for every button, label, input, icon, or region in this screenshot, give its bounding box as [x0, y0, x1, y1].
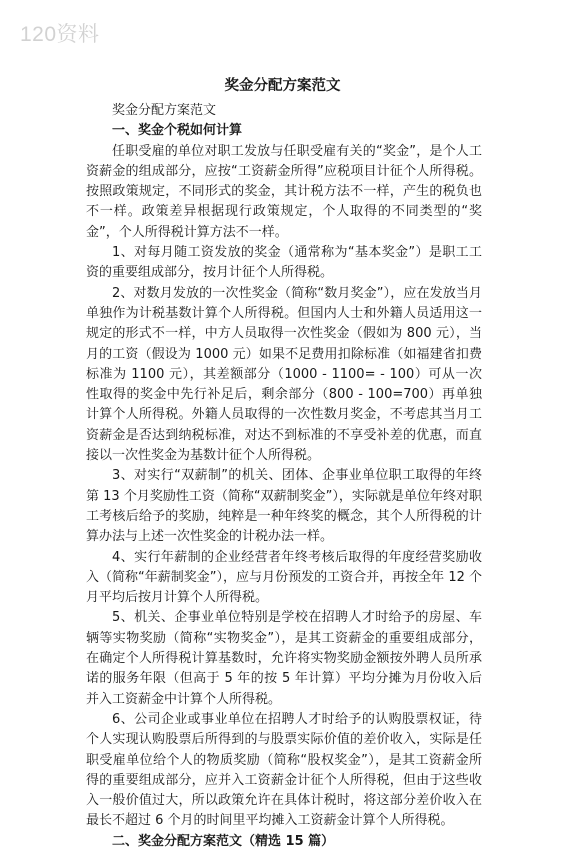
- paragraph: 任职受雇的单位对职工发放与任职受雇有关的“奖金”，是个人工资薪金的组成部分，应按“工资薪金所得”应税项目计征个人所得税。按照政策规定，不同形式的奖金，其计税方法不一样，产生的税负也不一样。政策差异根据现行政策规定，个人取得的不同类型的“奖金”，个人所得税计算方法不一样。: [86, 143, 482, 240]
- paragraph: 4、实行年薪制的企业经营者年终考核后取得的年度经营奖励收入（简称“年薪制奖金”），应与月份预发的工资合并，再按全年 12 个月平均后按月计算个人所得税。: [86, 549, 482, 606]
- watermark: 120资料: [20, 23, 100, 46]
- section-heading-1: 一、奖金个税如何计算: [112, 123, 243, 139]
- paragraph: 1、对每月随工资发放的奖金（通常称为“基本奖金”）是职工工资的重要组成部分，按月计征个人所得税。: [86, 245, 482, 281]
- document-body: [86, 101, 482, 852]
- document-subtitle: 奖金分配方案范文: [112, 103, 217, 118]
- paragraph: 5、机关、企事业单位特别是学校在招聘人才时给予的房屋、车辆等实物奖励（简称“实物奖金”），是其工资薪金的重要组成部分，在确定个人所得税计算基数时，允许将实物奖励金额按外聘人员所承诺的服务年限（但高于 5 年的按 5 年计算）平均分摊为月份收入后并入工资薪金中计算个人所得税。: [86, 610, 482, 707]
- paragraph: 2、对数月发放的一次性奖金（简称“数月奖金”），应在发放当月单独作为计税基数计算个人所得税。但国内人士和外籍人员适用这一规定的形式不一样，中方人员取得一次性奖金（假如为 800 元），当月的工资（假设为 1000 元）如果不足费用扣除标准（如福建省扣费标准为 1100 元），其差额部分（1000 - 1100= - 100）可从一次性取得的奖金中先行补足后，剩余部分（800 - 100=700）再单独计算个人所得税。外籍人员取得的一次性数月奖金，不考虑其当月工资薪金是否达到纳税标准，对达不到标准的不享受补差的优惠，而直接以一次性奖金为基数计征个人所得税。: [86, 285, 482, 464]
- paragraph: 6、公司企业或事业单位在招聘人才时给予的认购股票权证，待个人实现认购股票后所得到的与股票实际价值的差价收入，实际是任职受雇单位给个人的物质奖励（简称“股权奖金”），是其工资薪金所得的重要组成部分，应并入工资薪金计征个人所得税，但由于这些收入一般价值过大，所以政策允许在具体计税时，将这部分差价收入在最长不超过 6 个月的时间里平均摊入工资薪金计算个人所得税。: [86, 711, 482, 829]
- document-title: 奖金分配方案范文: [224, 78, 341, 94]
- paragraph: 3、对实行“双薪制”的机关、团体、企事业单位职工取得的年终第 13 个月奖励性工资（简称“双薪制奖金”），实际就是单位年终对职工考核后给予的奖励，纯粹是一种年终奖的概念，其个人所得税的计算办法与上述一次性奖金的计税办法一样。: [86, 468, 482, 545]
- section-heading-2: 二、奖金分配方案范文（精选 15 篇）: [112, 833, 335, 849]
